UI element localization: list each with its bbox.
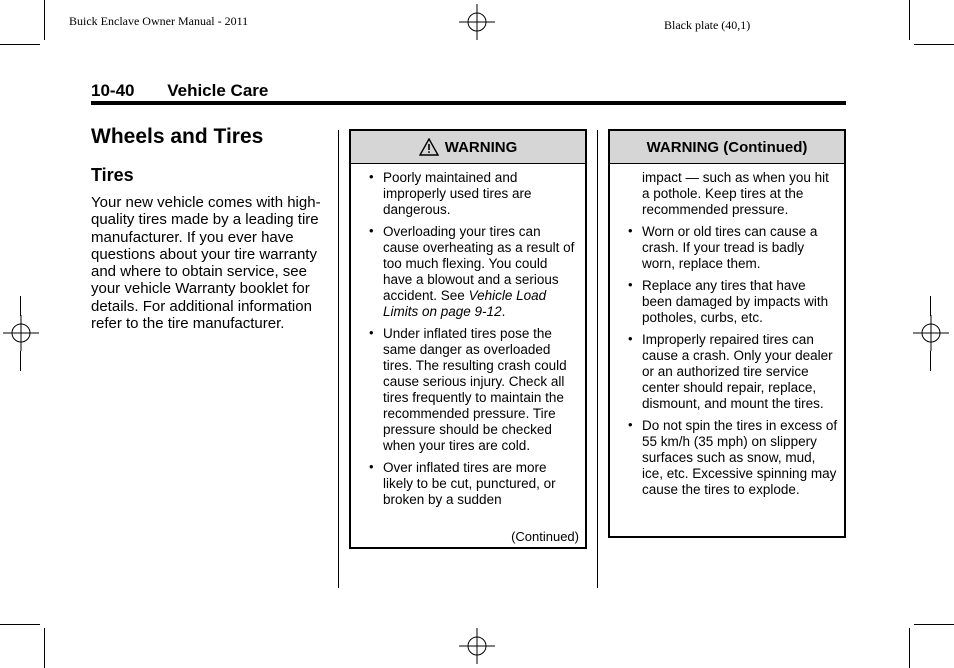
list-item: • Under inflated tires pose the same danger as overloaded tires. The resulting crash could cause serious injury. Check all tires frequently to maintain the recommended pressure. Tire pressure should be checked when your tires are cold. [369,325,567,453]
bullet-icon: • [369,169,374,184]
manual-title: Buick Enclave Owner Manual - 2011 [69,14,249,28]
warning-header [610,131,844,164]
warning-triangle-icon [419,138,439,156]
crop-mark [914,624,954,625]
list-item: • Improperly repaired tires can cause a crash. Only your dealer or an authorized tire service center should repair, replace, dismount, and mount the tires. [628,331,833,411]
warning-title: WARNING (Continued) [646,138,808,156]
registration-mark-icon [459,628,495,664]
list-item: • Poorly maintained and improperly used tires are dangerous. [369,169,532,217]
page-number: 10-40 [91,81,135,100]
registration-mark-icon [3,315,39,351]
bullet-icon: • [369,459,374,474]
warning-title: WARNING [444,138,518,156]
column-divider [338,130,339,588]
side-mark [930,296,931,316]
crop-mark [44,0,45,40]
list-item: • Overloading your tires can cause overheating as a result of too much flexing. You could have a blowout and a serious accident. See Vehicle Load Limits on page 9-12. [369,223,575,319]
crop-mark [914,44,954,45]
bullet-icon: • [628,331,633,346]
body-paragraph: Your new vehicle comes with high-quality tires made by a leading tire manufacturer. If you ever have questions about your tire warranty and where to obtain service, see your vehicle Warranty booklet for details. For additional information refer to the tire manufacturer. [91,194,321,333]
bullet-icon: • [369,223,374,238]
page-title: Wheels and Tires [91,125,264,148]
side-mark [20,296,21,316]
continued-label: (Continued) [511,529,579,544]
registration-mark-icon [459,4,495,40]
crop-mark [0,44,40,45]
section-rule [91,101,846,105]
list-item: • Over inflated tires are more likely to be cut, punctured, or broken by a sudden [369,459,556,507]
continued-text: impact — such as when you hit a pothole. Keep tires at the recommended pressure. [642,170,829,217]
plate-label: Black plate (40,1) [664,18,751,32]
section-header [91,81,268,101]
cross-reference: Vehicle Load Limits on page 9-12 [383,288,547,319]
column-divider [597,130,598,588]
crop-mark [909,628,910,668]
side-mark [20,351,21,371]
side-mark [930,351,931,371]
list-item: • Worn or old tires can cause a crash. If your tread is badly worn, replace them. [628,223,818,271]
bullet-icon: • [628,417,633,432]
list-item: • Do not spin the tires in excess of 55 km/h (35 mph) on slippery surfaces such as snow, mud, ice, etc. Excessive spinning may cause the tires to explode. [628,417,838,497]
registration-mark-icon [913,315,949,351]
subsection-title: Tires [91,165,134,185]
crop-mark [44,628,45,668]
warning-box [349,129,587,549]
bullet-icon: • [369,325,374,340]
section-title: Vehicle Care [167,81,269,100]
bullet-icon: • [628,223,633,238]
warning-header [351,131,585,164]
crop-mark [0,624,40,625]
warning-list [628,223,838,498]
warning-box-continued [608,129,846,538]
crop-mark [909,0,910,40]
bullet-icon: • [628,277,633,292]
warning-list [351,164,585,508]
list-item: • Replace any tires that have been damaged by impacts with potholes, curbs, etc. [628,277,829,325]
